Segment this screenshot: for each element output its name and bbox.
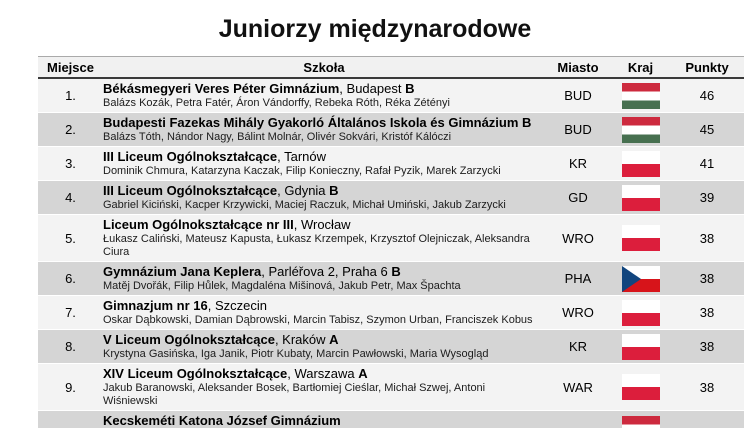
school-name: Budapesti Fazekas Mihály Gyakorló Általános Iskola és Gimnázium B bbox=[103, 115, 532, 130]
school-cell bbox=[103, 366, 545, 408]
points-cell: 45 bbox=[699, 122, 715, 137]
school-name: Gimnazjum nr 16 bbox=[103, 298, 208, 313]
team-members: Krystyna Gasińska, Iga Janik, Piotr Kubaty, Marcin Pawłowski, Maria Wysogląd bbox=[103, 348, 489, 360]
country-cell bbox=[611, 366, 670, 408]
table-row bbox=[38, 147, 744, 180]
country-cell bbox=[611, 264, 670, 293]
place-cell bbox=[38, 413, 103, 426]
school-location: , Kraków bbox=[274, 332, 330, 347]
school-name: Gymnázium Jana Keplera bbox=[103, 264, 262, 279]
place-cell: 8. bbox=[65, 339, 76, 354]
school-cell bbox=[103, 81, 545, 110]
poland-flag-icon bbox=[622, 300, 660, 326]
team-members: Balázs Tóth, Nándor Nagy, Bálint Molnár, Olivér Sokvári, Kristóf Kálóczi bbox=[103, 131, 452, 143]
team-members: Oskar Dąbkowski, Damian Dąbrowski, Marcin Tabisz, Szymon Urban, Franciszek Kobus bbox=[103, 314, 533, 326]
country-cell bbox=[611, 183, 670, 212]
country-cell bbox=[611, 217, 670, 259]
column-header-city: Miasto bbox=[557, 59, 599, 75]
school-cell bbox=[103, 298, 545, 327]
country-cell bbox=[611, 298, 670, 327]
table-row bbox=[38, 411, 744, 428]
place-cell: 4. bbox=[65, 190, 76, 205]
poland-flag-icon bbox=[622, 151, 660, 177]
hungary-flag-icon bbox=[622, 83, 660, 109]
table-body bbox=[38, 79, 744, 428]
country-cell bbox=[611, 115, 670, 144]
team-members: Dominik Chmura, Katarzyna Kaczak, Filip Konieczny, Rafał Pyzik, Marek Zarzycki bbox=[103, 165, 501, 177]
school-name: XIV Liceum Ogólnokształcące bbox=[103, 366, 288, 381]
hungary-flag-icon bbox=[622, 117, 660, 143]
table-row bbox=[38, 215, 744, 261]
school-name-line bbox=[103, 183, 537, 199]
school-cell bbox=[103, 217, 545, 259]
place-cell: 2. bbox=[65, 122, 76, 137]
school-name: Liceum Ogólnokształcące nr III bbox=[103, 217, 294, 232]
school-location: , Tarnów bbox=[277, 149, 327, 164]
school-name-line bbox=[103, 217, 537, 233]
table-row bbox=[38, 330, 744, 363]
school-location: , Gdynia bbox=[277, 183, 330, 198]
country-cell bbox=[611, 332, 670, 361]
table-row bbox=[38, 181, 744, 214]
city-cell: KR bbox=[568, 339, 588, 354]
school-name: Kecskeméti Katona József Gimnázium bbox=[103, 413, 341, 428]
place-cell: 9. bbox=[65, 379, 76, 395]
poland-flag-icon bbox=[622, 225, 660, 251]
team-letter: B bbox=[391, 264, 401, 279]
city-cell: PHA bbox=[564, 271, 592, 286]
team-letter: B bbox=[405, 81, 415, 96]
place-cell: 7. bbox=[65, 305, 76, 320]
school-name-line bbox=[103, 413, 537, 428]
points-cell: 38 bbox=[699, 379, 715, 395]
place-cell: 6. bbox=[65, 271, 76, 286]
table-row bbox=[38, 296, 744, 329]
team-members: Gabriel Kiciński, Kacper Krzywicki, Maciej Raczuk, Michał Umiński, Jakub Zarzycki bbox=[103, 199, 506, 211]
school-location: , Parléřova 2, Praha 6 bbox=[261, 264, 392, 279]
points-cell: 38 bbox=[699, 305, 715, 320]
city-cell bbox=[545, 413, 611, 426]
city-cell: WAR bbox=[563, 379, 593, 395]
city-cell: BUD bbox=[564, 88, 592, 103]
points-cell: 46 bbox=[699, 88, 715, 103]
czech-flag-icon bbox=[622, 266, 660, 292]
points-cell bbox=[670, 413, 744, 426]
column-header-points: Punkty bbox=[685, 59, 729, 75]
city-cell: KR bbox=[568, 156, 588, 171]
points-cell: 38 bbox=[699, 230, 715, 246]
school-location: , Budapest bbox=[339, 81, 406, 96]
poland-flag-icon bbox=[622, 185, 660, 211]
school-cell bbox=[103, 332, 545, 361]
table-row bbox=[38, 364, 744, 410]
city-cell: WRO bbox=[562, 305, 594, 320]
team-letter: A bbox=[329, 332, 339, 347]
points-cell: 41 bbox=[699, 156, 715, 171]
table-header-row bbox=[38, 56, 744, 79]
school-name-line bbox=[103, 332, 537, 348]
country-cell bbox=[611, 81, 670, 110]
school-name-line bbox=[103, 264, 537, 280]
school-cell bbox=[103, 149, 545, 178]
results-table bbox=[38, 56, 744, 428]
table-row bbox=[38, 113, 744, 146]
school-name: Békásmegyeri Veres Péter Gimnázium bbox=[103, 81, 340, 96]
poland-flag-icon bbox=[622, 334, 660, 360]
column-header-place: Miejsce bbox=[47, 59, 94, 75]
school-location: , Szczecin bbox=[207, 298, 267, 313]
place-cell: 5. bbox=[65, 230, 76, 246]
points-cell: 38 bbox=[699, 339, 715, 354]
school-name-line bbox=[103, 366, 537, 382]
country-cell bbox=[611, 413, 670, 426]
team-letter: A bbox=[358, 366, 368, 381]
team-members: Matěj Dvořák, Filip Hůlek, Magdaléna Mišinová, Jakub Petr, Max Špachta bbox=[103, 280, 461, 292]
points-cell: 38 bbox=[699, 271, 715, 286]
school-cell bbox=[103, 183, 545, 212]
school-name-line bbox=[103, 149, 537, 165]
school-location: , Warszawa bbox=[287, 366, 359, 381]
school-name: III Liceum Ogólnokształcące bbox=[103, 149, 278, 164]
team-letter: B bbox=[329, 183, 339, 198]
city-cell: WRO bbox=[562, 230, 594, 246]
city-cell: BUD bbox=[564, 122, 592, 137]
hungary-flag-icon bbox=[622, 416, 660, 428]
column-header-country: Kraj bbox=[627, 59, 654, 75]
place-cell: 3. bbox=[65, 156, 76, 171]
column-header-school: Szkoła bbox=[303, 59, 345, 75]
school-cell bbox=[103, 413, 545, 426]
school-cell bbox=[103, 115, 545, 144]
school-location: , Wrocław bbox=[293, 217, 351, 232]
team-members: Balázs Kozák, Petra Fatér, Áron Vándorffy, Rebeka Róth, Réka Zétényi bbox=[103, 97, 450, 109]
team-members: Jakub Baranowski, Aleksander Bosek, Bartłomiej Cieślar, Michał Szwej, Antoni Wiśniewski bbox=[103, 382, 486, 407]
school-cell bbox=[103, 264, 545, 293]
team-members: Łukasz Caliński, Mateusz Kapusta, Łukasz Krzempek, Krzysztof Olejniczak, Aleksandra Ciura bbox=[103, 233, 530, 258]
page-title: Juniorzy międzynarodowe bbox=[218, 15, 532, 43]
place-cell: 1. bbox=[65, 88, 76, 103]
table-row bbox=[38, 262, 744, 295]
country-cell bbox=[611, 149, 670, 178]
school-name: III Liceum Ogólnokształcące bbox=[103, 183, 278, 198]
points-cell: 39 bbox=[699, 190, 715, 205]
school-name-line bbox=[103, 298, 537, 314]
school-name-line bbox=[103, 81, 537, 97]
table-row bbox=[38, 79, 744, 112]
school-name-line bbox=[103, 115, 537, 131]
city-cell: GD bbox=[568, 190, 588, 205]
poland-flag-icon bbox=[622, 374, 660, 400]
school-name: V Liceum Ogólnokształcące bbox=[103, 332, 275, 347]
